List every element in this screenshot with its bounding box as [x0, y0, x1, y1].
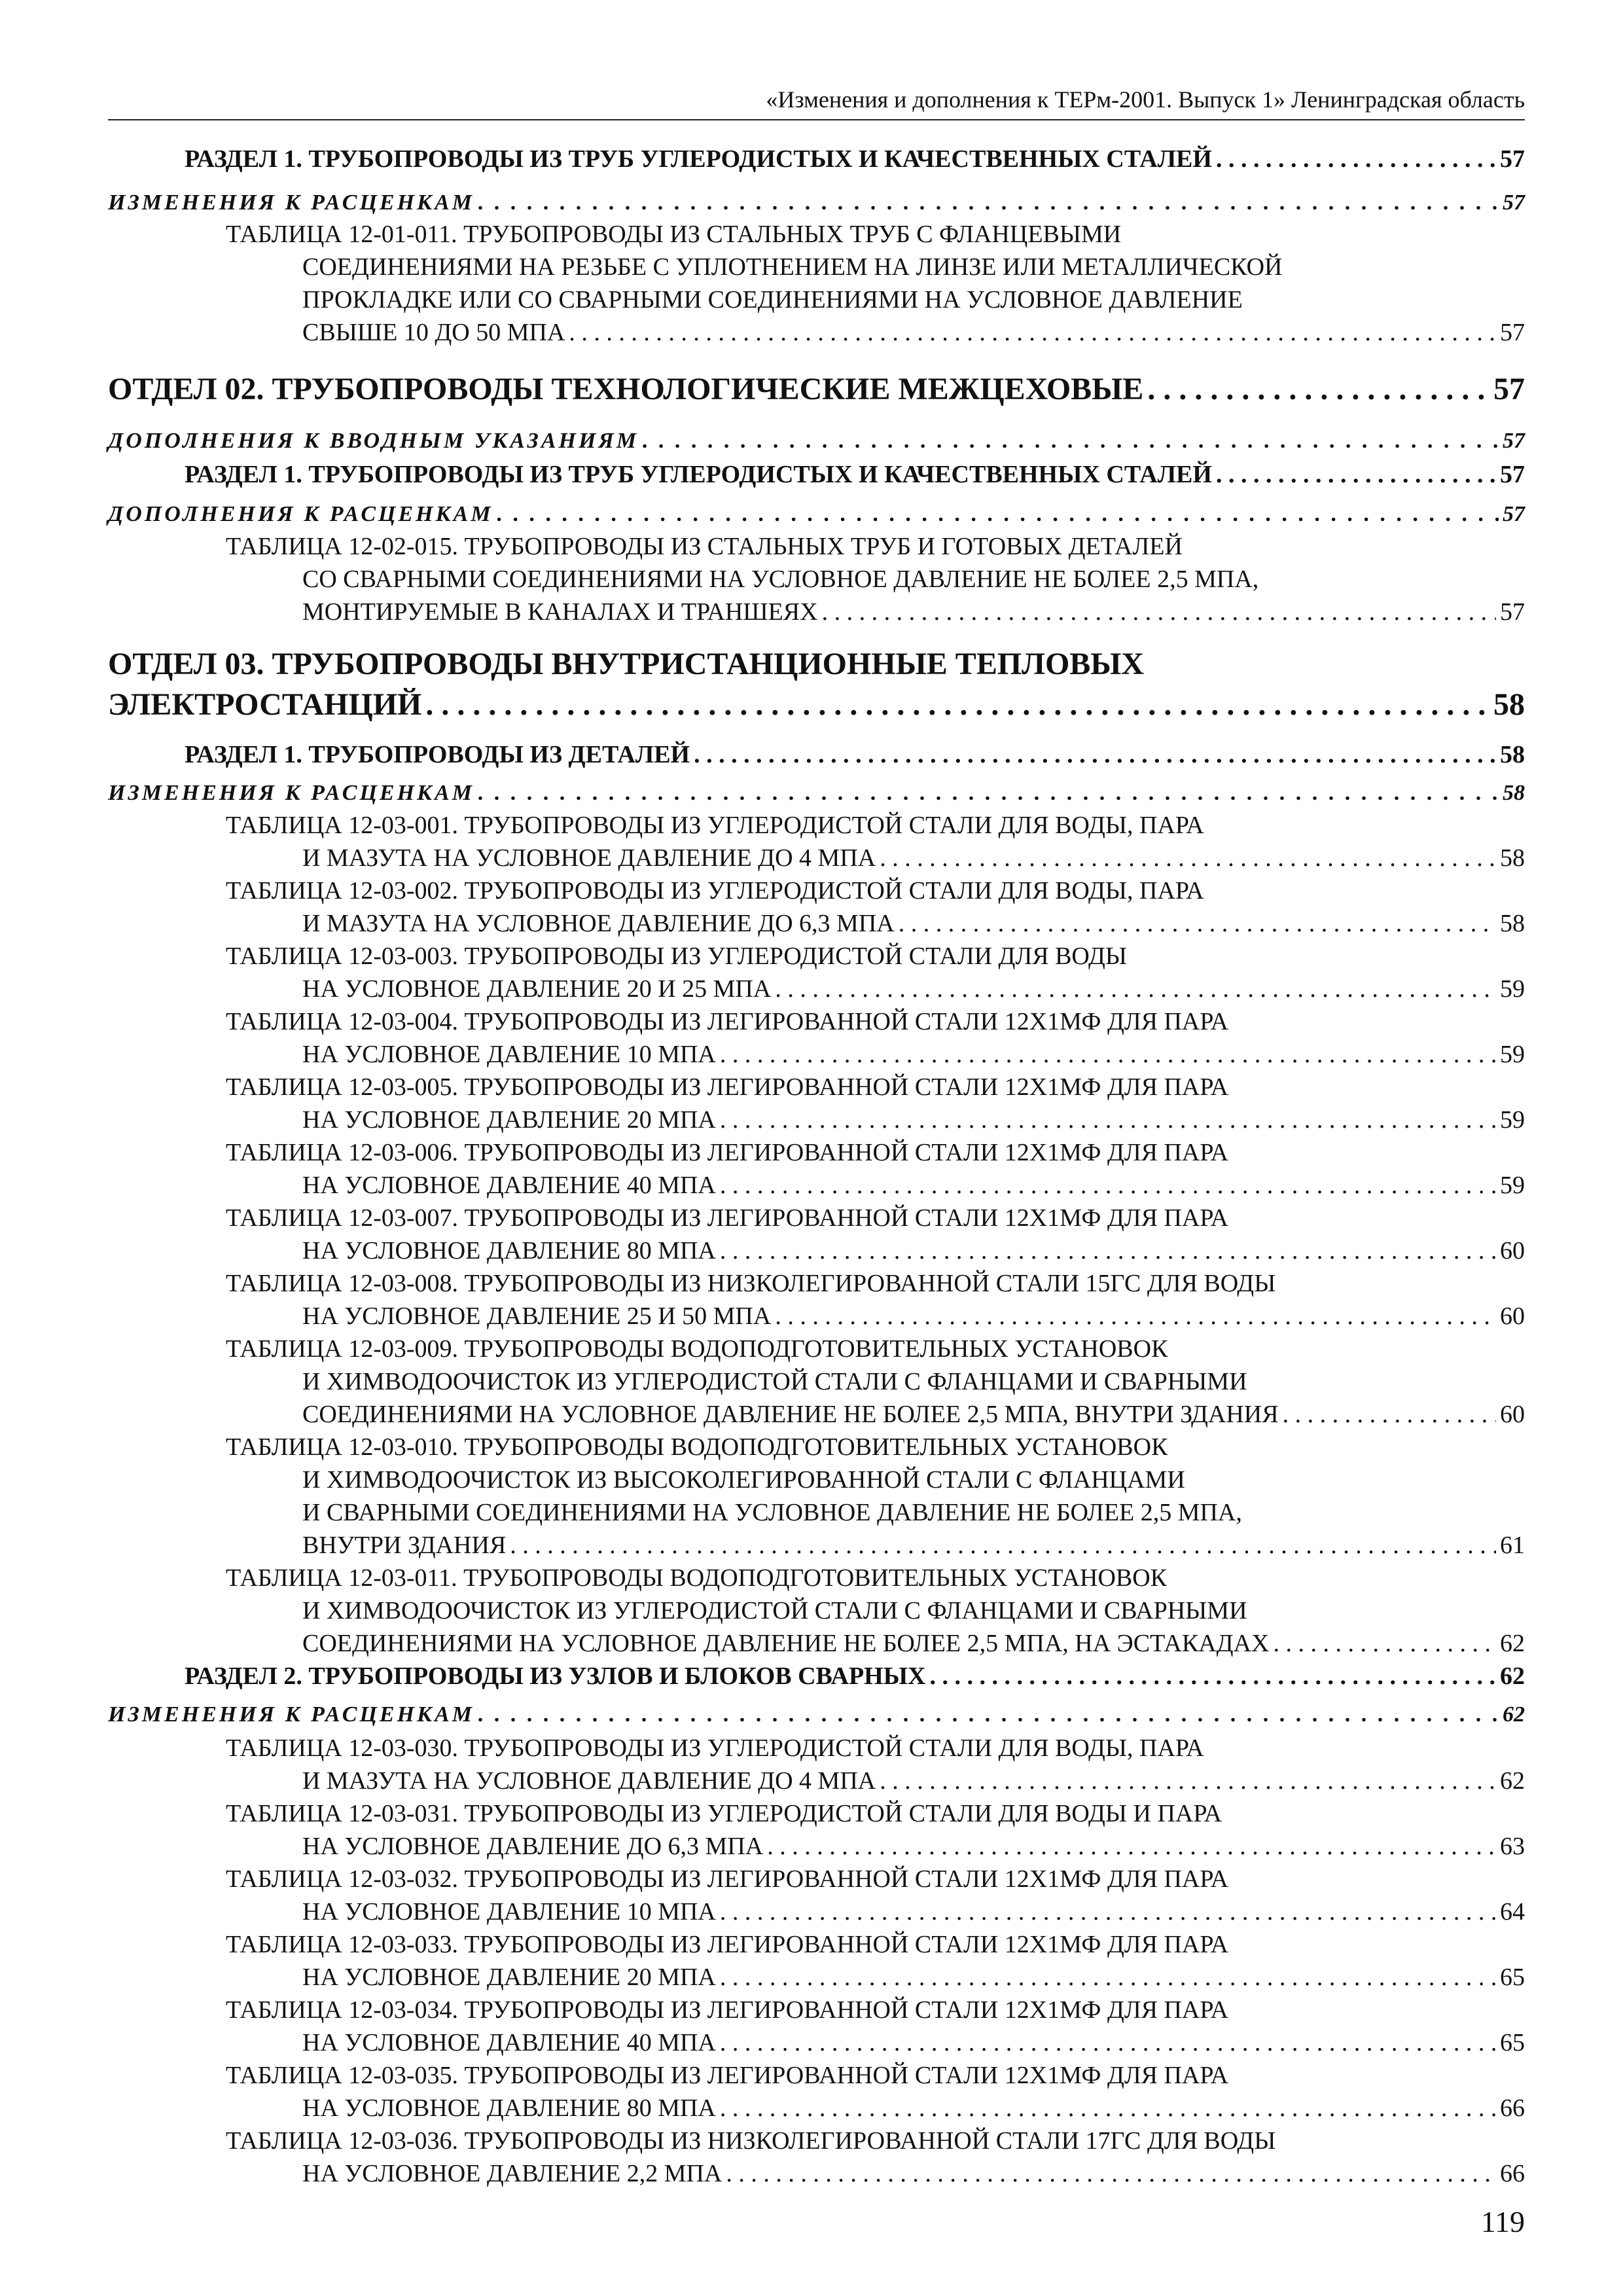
toc-page-number: 64 [1500, 1898, 1525, 1926]
toc-page-number: 62 [1500, 1662, 1525, 1690]
toc-page-number: 66 [1500, 2160, 1525, 2187]
toc-page-number: 57 [1500, 145, 1525, 173]
toc-table-line: И ХИМВОДООЧИСТОК ИЗ УГЛЕРОДИСТОЙ СТАЛИ С ФЛАНЦАМИ И СВАРНЫМИ [302, 1368, 1247, 1395]
toc-entry-title: НА УСЛОВНОЕ ДАВЛЕНИЕ 20 МПА [302, 1106, 716, 1134]
toc-table-line: СОЕДИНЕНИЯМИ НА РЕЗЬБЕ С УПЛОТНЕНИЕМ НА ЛИНЗЕ ИЛИ МЕТАЛЛИЧЕСКОЙ [302, 253, 1283, 281]
toc-entry-title: НА УСЛОВНОЕ ДАВЛЕНИЕ 20 МПА [302, 1964, 716, 1991]
toc-table-line[interactable]: ТАБЛИЦА 12-03-031. ТРУБОПРОВОДЫ ИЗ УГЛЕРОДИСТОЙ СТАЛИ ДЛЯ ВОДЫ И ПАРА [226, 1800, 1222, 1827]
toc-entry-title: НА УСЛОВНОЕ ДАВЛЕНИЕ 40 МПА [302, 1172, 716, 1199]
toc-page-number: 62 [1500, 1767, 1525, 1795]
toc-entry-table-12-03-005[interactable] [302, 1105, 1525, 1135]
leader-dots [1216, 459, 1496, 490]
toc-table-line[interactable]: ТАБЛИЦА 12-03-030. ТРУБОПРОВОДЫ ИЗ УГЛЕРОДИСТОЙ СТАЛИ ДЛЯ ВОДЫ, ПАРА [226, 1734, 1204, 1762]
toc-entry-table-12-03-034[interactable] [302, 2028, 1525, 2058]
toc-entry-table-12-03-033[interactable] [302, 1962, 1525, 1992]
toc-table-line[interactable]: ТАБЛИЦА 12-03-036. ТРУБОПРОВОДЫ ИЗ НИЗКОЛЕГИРОВАННОЙ СТАЛИ 17ГС ДЛЯ ВОДЫ [226, 2127, 1276, 2155]
toc-page-number: 59 [1500, 1041, 1525, 1068]
leader-dots [775, 1301, 1496, 1331]
leader-dots [775, 974, 1496, 1004]
toc-page-number: 65 [1500, 1964, 1525, 1991]
toc-entry-title: НА УСЛОВНОЕ ДАВЛЕНИЕ 80 МПА [302, 1237, 716, 1265]
toc-table-line: ПРОКЛАДКЕ ИЛИ СО СВАРНЫМИ СОЕДИНЕНИЯМИ НА УСЛОВНОЕ ДАВЛЕНИЕ [302, 286, 1243, 314]
toc-entry-title: ДОПОЛНЕНИЯ К РАСЦЕНКАМ [108, 502, 493, 526]
toc-entry-title: НА УСЛОВНОЕ ДАВЛЕНИЕ 10 МПА [302, 1898, 716, 1926]
toc-entry-razdel-2[interactable] [185, 1661, 1525, 1691]
toc-entry-table-12-03-031[interactable] [302, 1831, 1525, 1861]
toc-entry-otdel-03[interactable]: ОТДЕЛ 03. ТРУБОПРОВОДЫ ВНУТРИСТАНЦИОННЫЕ ТЕПЛОВЫХ [108, 647, 1145, 681]
leader-dots [1216, 144, 1496, 174]
leader-dots [478, 1700, 1499, 1729]
leader-dots [720, 2093, 1496, 2123]
leader-dots [720, 2028, 1496, 2058]
toc-table-line[interactable]: ТАБЛИЦА 12-03-032. ТРУБОПРОВОДЫ ИЗ ЛЕГИРОВАННОЙ СТАЛИ 12Х1МФ ДЛЯ ПАРА [226, 1865, 1229, 1893]
leader-dots [1147, 372, 1489, 407]
toc-table-line[interactable]: ТАБЛИЦА 12-03-001. ТРУБОПРОВОДЫ ИЗ УГЛЕРОДИСТОЙ СТАЛИ ДЛЯ ВОДЫ, ПАРА [226, 812, 1204, 839]
leader-dots [497, 500, 1499, 529]
leader-dots [880, 1766, 1496, 1796]
toc-table-line[interactable]: ТАБЛИЦА 12-03-002. ТРУБОПРОВОДЫ ИЗ УГЛЕРОДИСТОЙ СТАЛИ ДЛЯ ВОДЫ, ПАРА [226, 877, 1204, 905]
leader-dots [880, 843, 1496, 873]
leader-dots [694, 740, 1496, 770]
toc-entry-table-12-03-008[interactable] [302, 1301, 1525, 1331]
leader-dots [720, 1105, 1496, 1135]
toc-table-line[interactable]: ТАБЛИЦА 12-03-005. ТРУБОПРОВОДЫ ИЗ ЛЕГИРОВАННОЙ СТАЛИ 12Х1МФ ДЛЯ ПАРА [226, 1073, 1229, 1101]
leader-dots [767, 1831, 1496, 1861]
toc-table-line[interactable]: ТАБЛИЦА 12-03-035. ТРУБОПРОВОДЫ ИЗ ЛЕГИРОВАННОЙ СТАЛИ 12Х1МФ ДЛЯ ПАРА [226, 2062, 1229, 2089]
leader-dots [726, 2159, 1496, 2189]
leader-dots [1283, 1399, 1496, 1429]
toc-entry-razdel-1[interactable] [185, 740, 1525, 770]
toc-page-number: 58 [1500, 741, 1525, 768]
toc-entry-title: НА УСЛОВНОЕ ДАВЛЕНИЕ 10 МПА [302, 1041, 716, 1068]
toc-table-line: И ХИМВОДООЧИСТОК ИЗ ВЫСОКОЛЕГИРОВАННОЙ СТАЛИ С ФЛАНЦАМИ [302, 1466, 1185, 1494]
toc-entry-table-12-03-036[interactable] [302, 2159, 1525, 2189]
toc-entry-table-12-03-030[interactable] [302, 1766, 1525, 1796]
toc-entry-table-12-03-007[interactable] [302, 1236, 1525, 1266]
toc-entry-table-12-03-035[interactable] [302, 2093, 1525, 2123]
toc-table-line[interactable]: ТАБЛИЦА 12-03-011. ТРУБОПРОВОДЫ ВОДОПОДГОТОВИТЕЛЬНЫХ УСТАНОВОК [226, 1564, 1168, 1592]
toc-entry-title: ДОПОЛНЕНИЯ К ВВОДНЫМ УКАЗАНИЯМ [108, 429, 639, 453]
toc-page-number: 58 [1500, 910, 1525, 937]
toc-entry-table-12-03-002[interactable] [302, 908, 1525, 939]
leader-dots [720, 1170, 1496, 1200]
toc-table-line: СО СВАРНЫМИ СОЕДИНЕНИЯМИ НА УСЛОВНОЕ ДАВЛЕНИЕ НЕ БОЛЕЕ 2,5 МПА, [302, 565, 1259, 593]
toc-table-line: И ХИМВОДООЧИСТОК ИЗ УГЛЕРОДИСТОЙ СТАЛИ С ФЛАНЦАМИ И СВАРНЫМИ [302, 1597, 1247, 1624]
toc-page-number: 57 [1503, 190, 1525, 215]
leader-dots [643, 427, 1499, 456]
toc-entry-title: НА УСЛОВНОЕ ДАВЛЕНИЕ 20 И 25 МПА [302, 975, 772, 1003]
toc-page-number: 65 [1500, 2029, 1525, 2056]
toc-page-number: 62 [1503, 1702, 1525, 1727]
toc-table-line[interactable]: ТАБЛИЦА 12-02-015. ТРУБОПРОВОДЫ ИЗ СТАЛЬНЫХ ТРУБ И ГОТОВЫХ ДЕТАЛЕЙ [226, 533, 1183, 560]
toc-page-number: 62 [1500, 1630, 1525, 1657]
leader-dots [720, 1962, 1496, 1992]
toc-page-number: 57 [1500, 461, 1525, 488]
toc-page-number: 59 [1500, 1172, 1525, 1199]
toc-page-number: 57 [1503, 429, 1525, 453]
toc-table-line: И СВАРНЫМИ СОЕДИНЕНИЯМИ НА УСЛОВНОЕ ДАВЛЕНИЕ НЕ БОЛЕЕ 2,5 МПА, [302, 1499, 1242, 1526]
leader-dots [822, 597, 1496, 627]
toc-table-line[interactable]: ТАБЛИЦА 12-03-004. ТРУБОПРОВОДЫ ИЗ ЛЕГИРОВАННОЙ СТАЛИ 12Х1МФ ДЛЯ ПАРА [226, 1008, 1229, 1035]
toc-entry-izmeneniya[interactable] [108, 188, 1525, 217]
toc-entry-table-12-03-006[interactable] [302, 1170, 1525, 1200]
toc-entry-title: СОЕДИНЕНИЯМИ НА УСЛОВНОЕ ДАВЛЕНИЕ НЕ БОЛЕЕ 2,5 МПА, НА ЭСТАКАДАХ [302, 1630, 1270, 1657]
toc-table-line[interactable]: ТАБЛИЦА 12-01-011. ТРУБОПРОВОДЫ ИЗ СТАЛЬНЫХ ТРУБ С ФЛАНЦЕВЫМИ [226, 221, 1122, 248]
toc-table-line[interactable]: ТАБЛИЦА 12-03-008. ТРУБОПРОВОДЫ ИЗ НИЗКОЛЕГИРОВАННОЙ СТАЛИ 15ГС ДЛЯ ВОДЫ [226, 1270, 1276, 1297]
toc-entry-title: НА УСЛОВНОЕ ДАВЛЕНИЕ 25 И 50 МПА [302, 1302, 772, 1330]
toc-table-line[interactable]: ТАБЛИЦА 12-03-009. ТРУБОПРОВОДЫ ВОДОПОДГОТОВИТЕЛЬНЫХ УСТАНОВОК [226, 1335, 1168, 1363]
page-number: 119 [1480, 2205, 1525, 2238]
toc-entry-table-12-03-001[interactable] [302, 843, 1525, 873]
toc-entry-title: РАЗДЕЛ 1. ТРУБОПРОВОДЫ ИЗ ДЕТАЛЕЙ [185, 741, 690, 768]
leader-dots [478, 779, 1499, 808]
toc-entry-title: И МАЗУТА НА УСЛОВНОЕ ДАВЛЕНИЕ ДО 4 МПА [302, 1767, 876, 1795]
toc-entry-title: НА УСЛОВНОЕ ДАВЛЕНИЕ 2,2 МПА [302, 2160, 722, 2187]
toc-entry-dopolneniya-rasc[interactable] [108, 500, 1525, 529]
toc-page-number: 60 [1500, 1237, 1525, 1265]
toc-entry-razdel-1[interactable] [185, 459, 1525, 490]
toc-entry-dopolneniya-vvod[interactable] [108, 427, 1525, 456]
leader-dots [510, 1530, 1496, 1560]
leader-dots [720, 1897, 1496, 1927]
toc-entry-table-12-03-010[interactable] [302, 1530, 1525, 1560]
toc-table-line[interactable]: ТАБЛИЦА 12-03-006. ТРУБОПРОВОДЫ ИЗ ЛЕГИРОВАННОЙ СТАЛИ 12Х1МФ ДЛЯ ПАРА [226, 1139, 1229, 1166]
toc-entry-title: ОТДЕЛ 02. ТРУБОПРОВОДЫ ТЕХНОЛОГИЧЕСКИЕ МЕЖЦЕХОВЫЕ [108, 372, 1144, 406]
toc-entry-otdel-03[interactable] [108, 687, 1525, 723]
toc-entry-table-12-02-015[interactable] [302, 597, 1525, 627]
toc-page-number: 58 [1503, 781, 1525, 805]
leader-dots [720, 1236, 1496, 1266]
toc-entry-otdel-02[interactable] [108, 372, 1525, 407]
leader-dots [425, 687, 1489, 723]
toc-entry-table-12-01-011[interactable] [302, 317, 1525, 348]
toc-page-number: 60 [1500, 1401, 1525, 1428]
leader-dots [1273, 1628, 1496, 1659]
leader-dots [569, 317, 1496, 348]
toc-page-number: 57 [1500, 319, 1525, 346]
toc-entry-izmeneniya[interactable] [108, 779, 1525, 808]
toc-entry-table-12-03-004[interactable] [302, 1039, 1525, 1069]
toc-page-number: 60 [1500, 1302, 1525, 1330]
toc-entry-title: МОНТИРУЕМЫЕ В КАНАЛАХ И ТРАНШЕЯХ [302, 598, 818, 626]
toc-entry-table-12-03-003[interactable] [302, 974, 1525, 1004]
toc-entry-razdel-1[interactable] [185, 144, 1525, 174]
leader-dots [929, 1661, 1496, 1691]
leader-dots [478, 188, 1499, 217]
toc-entry-title: И МАЗУТА НА УСЛОВНОЕ ДАВЛЕНИЕ ДО 4 МПА [302, 844, 876, 872]
toc-entry-title: ЭЛЕКТРОСТАНЦИЙ [108, 687, 422, 722]
toc-entry-title: СОЕДИНЕНИЯМИ НА УСЛОВНОЕ ДАВЛЕНИЕ НЕ БОЛЕЕ 2,5 МПА, ВНУТРИ ЗДАНИЯ [302, 1401, 1279, 1428]
leader-dots [899, 908, 1496, 939]
toc-entry-title: ИЗМЕНЕНИЯ К РАСЦЕНКАМ [108, 1702, 474, 1727]
toc-table-line[interactable]: ТАБЛИЦА 12-03-033. ТРУБОПРОВОДЫ ИЗ ЛЕГИРОВАННОЙ СТАЛИ 12Х1МФ ДЛЯ ПАРА [226, 1931, 1229, 1958]
toc-page-number: 61 [1500, 1532, 1525, 1559]
toc-page-number: 59 [1500, 1106, 1525, 1134]
toc-page-number: 58 [1493, 687, 1525, 722]
toc-page-number: 57 [1503, 502, 1525, 526]
toc-page-number: 57 [1500, 598, 1525, 626]
toc-entry-title: ИЗМЕНЕНИЯ К РАСЦЕНКАМ [108, 190, 474, 215]
toc-entry-title: НА УСЛОВНОЕ ДАВЛЕНИЕ ДО 6,3 МПА [302, 1833, 764, 1860]
toc-page-number: 59 [1500, 975, 1525, 1003]
leader-dots [720, 1039, 1496, 1069]
toc-page-number: 58 [1500, 844, 1525, 872]
toc-page-number: 63 [1500, 1833, 1525, 1860]
toc-entry-title: ИЗМЕНЕНИЯ К РАСЦЕНКАМ [108, 781, 474, 805]
toc-entry-title: РАЗДЕЛ 1. ТРУБОПРОВОДЫ ИЗ ТРУБ УГЛЕРОДИСТЫХ И КАЧЕСТВЕННЫХ СТАЛЕЙ [185, 145, 1212, 173]
toc-entry-title: РАЗДЕЛ 1. ТРУБОПРОВОДЫ ИЗ ТРУБ УГЛЕРОДИСТЫХ И КАЧЕСТВЕННЫХ СТАЛЕЙ [185, 461, 1212, 488]
running-header: «Изменения и дополнения к ТЕРм-2001. Выпуск 1» Ленинградская область [108, 86, 1525, 120]
toc-entry-izmeneniya[interactable] [108, 1700, 1525, 1729]
toc-entry-table-12-03-032[interactable] [302, 1897, 1525, 1927]
toc-table-line[interactable]: ТАБЛИЦА 12-03-003. ТРУБОПРОВОДЫ ИЗ УГЛЕРОДИСТОЙ СТАЛИ ДЛЯ ВОДЫ [226, 942, 1128, 970]
toc-table-line[interactable]: ТАБЛИЦА 12-03-010. ТРУБОПРОВОДЫ ВОДОПОДГОТОВИТЕЛЬНЫХ УСТАНОВОК [226, 1433, 1168, 1461]
toc-page-number: 57 [1493, 372, 1525, 406]
toc-entry-title: НА УСЛОВНОЕ ДАВЛЕНИЕ 80 МПА [302, 2094, 716, 2122]
toc-table-line[interactable]: ТАБЛИЦА 12-03-034. ТРУБОПРОВОДЫ ИЗ ЛЕГИРОВАННОЙ СТАЛИ 12Х1МФ ДЛЯ ПАРА [226, 1996, 1229, 2024]
toc-page-number: 66 [1500, 2094, 1525, 2122]
toc-entry-title: СВЫШЕ 10 ДО 50 МПА [302, 319, 565, 346]
toc-table-line[interactable]: ТАБЛИЦА 12-03-007. ТРУБОПРОВОДЫ ИЗ ЛЕГИРОВАННОЙ СТАЛИ 12Х1МФ ДЛЯ ПАРА [226, 1204, 1229, 1232]
toc-entry-title: ВНУТРИ ЗДАНИЯ [302, 1532, 507, 1559]
toc-entry-title: И МАЗУТА НА УСЛОВНОЕ ДАВЛЕНИЕ ДО 6,3 МПА [302, 910, 895, 937]
toc-entry-table-12-03-011[interactable] [302, 1628, 1525, 1659]
toc-entry-title: НА УСЛОВНОЕ ДАВЛЕНИЕ 40 МПА [302, 2029, 716, 2056]
toc-entry-table-12-03-009[interactable] [302, 1399, 1525, 1429]
toc-entry-title: РАЗДЕЛ 2. ТРУБОПРОВОДЫ ИЗ УЗЛОВ И БЛОКОВ СВАРНЫХ [185, 1662, 926, 1690]
